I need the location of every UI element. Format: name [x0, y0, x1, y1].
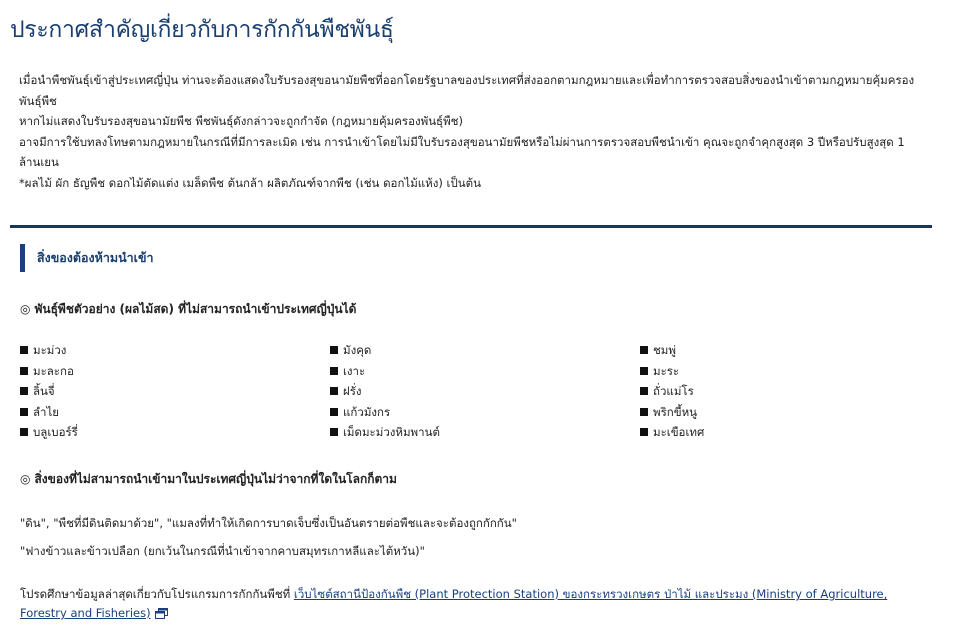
banned-items-line: "ฟางข้าวและข้าวเปลือก (ยกเว้นในกรณีที่นำเข้าจากคาบสมุทรเกาหลีและไต้หวัน)"	[20, 544, 425, 558]
list-item: ฝรั่ง	[330, 383, 640, 404]
square-bullet-icon	[640, 346, 648, 354]
banned-subheading-text: สิ่งของที่ไม่สามารถนำเข้ามาในประเทศญี่ปุ่นไม่ว่าจากที่ใดในโลกก็ตาม	[34, 472, 397, 486]
intro-line: เมื่อนำพืชพันธุ์เข้าสู่ประเทศญี่ปุ่น ท่านจะต้องแสดงใบรับรองสุขอนามัยพืชที่ออกโดยรัฐบาลของประเทศที่ส่งออกตามกฎหมายและเพื่อทำการตรวจสอบสิ่งของนำเข้าตามกฎหมายคุ้มครองพันธุ์พืช	[19, 73, 915, 108]
square-bullet-icon	[640, 408, 648, 416]
section-divider	[10, 225, 932, 228]
list-item: มะละกอ	[20, 363, 330, 384]
info-notice	[20, 585, 920, 625]
notice-text: โปรดศึกษาข้อมูลล่าสุดเกี่ยวกับโปรแกรมการกักกันพืชที่	[20, 587, 294, 601]
list-item: พริกขี้หนู	[640, 404, 760, 425]
list-item: มังคุด	[330, 342, 640, 363]
plants-subheading-text: พันธุ์พืชตัวอย่าง (ผลไม้สด) ที่ไม่สามารถนำเข้าประเทศญี่ปุ่นได้	[34, 302, 357, 316]
intro-line: *ผลไม้ ผัก ธัญพืช ดอกไม้ตัดแต่ง เมล็ดพืช ต้นกล้า ผลิตภัณฑ์จากพืช (เช่น ดอกไม้แห้ง) เป็นต้น	[19, 175, 481, 190]
square-bullet-icon	[330, 367, 338, 375]
list-item: มะเขือเทศ	[640, 424, 760, 445]
list-item: เม็ดมะม่วงหิมพานต์	[330, 424, 640, 445]
list-item: ถั่วแม่โร	[640, 383, 760, 404]
page-title: ประกาศสำคัญเกี่ยวกับการกักกันพืชพันธุ์	[10, 17, 394, 43]
prohibited-plants-list	[20, 342, 740, 445]
external-window-icon	[155, 606, 168, 625]
intro-text	[19, 70, 924, 193]
square-bullet-icon	[20, 367, 28, 375]
banned-items-line: "ดิน", "พืชที่มีดินติดมาด้วย", "แมลงที่ทำให้เกิดการบาดเจ็บซึ่งเป็นอันตรายต่อพืชและจะต้องถูกกักกัน"	[20, 516, 517, 530]
bullseye-icon: ◎	[20, 302, 31, 316]
intro-line: หากไม่แสดงใบรับรองสุขอนามัยพืช พืชพันธุ์ดังกล่าวจะถูกกำจัด (กฎหมายคุ้มครองพันธุ์พืช)	[19, 114, 463, 128]
bullseye-icon: ◎	[20, 472, 31, 486]
square-bullet-icon	[330, 387, 338, 395]
square-bullet-icon	[330, 408, 338, 416]
square-bullet-icon	[640, 367, 648, 375]
section-heading: สิ่งของต้องห้ามนำเข้า	[20, 244, 154, 272]
square-bullet-icon	[20, 408, 28, 416]
square-bullet-icon	[640, 428, 648, 436]
list-item: ลำไย	[20, 404, 330, 425]
plant-protection-station-link[interactable]: เว็บไซต์สถานีป้องกันพืช (Plant Protection Station) ของกระทรวงเกษตร ป่าไม้ และประมง (Ministry of Agriculture, Forestry and Fisheries)	[20, 587, 888, 620]
square-bullet-icon	[20, 387, 28, 395]
list-item: ชมพู่	[640, 342, 760, 363]
list-item: บลูเบอร์รี่	[20, 424, 330, 445]
plants-subheading	[20, 300, 356, 319]
square-bullet-icon	[20, 428, 28, 436]
square-bullet-icon	[330, 346, 338, 354]
banned-subheading	[20, 470, 397, 489]
list-item: มะม่วง	[20, 342, 330, 363]
square-bullet-icon	[640, 387, 648, 395]
list-item: ลิ้นจี่	[20, 383, 330, 404]
intro-line: อาจมีการใช้บทลงโทษตามกฎหมายในกรณีที่มีการละเมิด เช่น การนำเข้าโดยไม่มีใบรับรองสุขอนามัยพืชหรือไม่ผ่านการตรวจสอบพืชนำเข้า คุณจะถูกจำคุกสูงสุด 3 ปีหรือปรับสูงสุด 1 ล้านเยน	[19, 134, 905, 169]
square-bullet-icon	[330, 428, 338, 436]
square-bullet-icon	[20, 346, 28, 354]
list-item: มะระ	[640, 363, 760, 384]
list-item: เงาะ	[330, 363, 640, 384]
list-item: แก้วมังกร	[330, 404, 640, 425]
